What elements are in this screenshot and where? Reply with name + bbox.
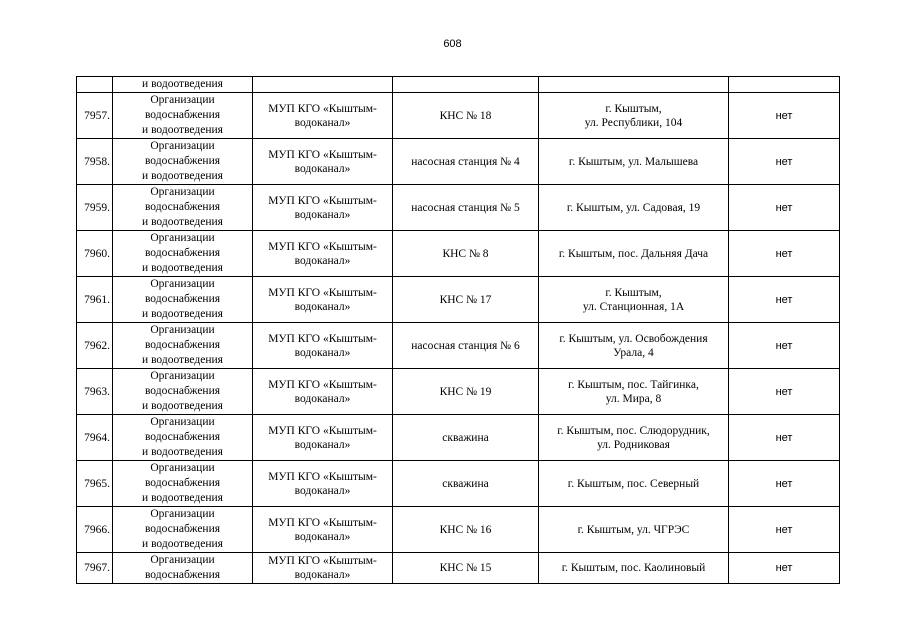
table-row <box>77 185 840 231</box>
cell-flag: нет <box>729 139 840 185</box>
table-row <box>77 553 840 584</box>
cell-flag: нет <box>729 369 840 415</box>
organization-line: водоканал» <box>294 208 351 221</box>
type-line: Организации <box>150 278 215 290</box>
table-row <box>77 461 840 507</box>
address-line: г. Кыштым, ул. Садовая, 19 <box>566 201 701 214</box>
organization-line: МУП КГО «Кыштым- <box>268 194 377 207</box>
type-line: водоснабжения <box>144 431 221 443</box>
table-row <box>77 323 840 369</box>
cell-flag: нет <box>729 93 840 139</box>
cell-type <box>113 461 253 507</box>
cell-flag: нет <box>729 507 840 553</box>
cell-object: насосная станция № 6 <box>393 323 539 369</box>
address-line: г. Кыштым, пос. Дальняя Дача <box>558 247 709 260</box>
cell-number: 7963. <box>77 369 113 415</box>
cell-address <box>539 323 729 369</box>
type-line: водоснабжения <box>144 201 221 213</box>
organization-line: МУП КГО «Кыштым- <box>268 286 377 299</box>
organization-line: водоканал» <box>294 569 351 581</box>
cell-object: насосная станция № 5 <box>393 185 539 231</box>
table-body <box>77 77 840 584</box>
address-line: г. Кыштым, ул. Малышева <box>568 155 699 168</box>
cell-number <box>77 77 113 93</box>
type-line: Организации <box>150 462 215 474</box>
cell-flag: нет <box>729 461 840 507</box>
table-row <box>77 277 840 323</box>
type-line: водоснабжения <box>144 247 221 259</box>
cell-type <box>113 185 253 231</box>
organization-line: водоканал» <box>294 484 351 497</box>
type-line: Организации <box>150 186 215 198</box>
organization-line: водоканал» <box>294 300 351 313</box>
address-line: г. Кыштым, пос. Слюдорудник, <box>557 424 710 437</box>
organization-line: МУП КГО «Кыштым- <box>268 555 377 567</box>
cell-number: 7962. <box>77 323 113 369</box>
cell-type <box>113 369 253 415</box>
registry-table <box>76 76 840 584</box>
cell-number: 7958. <box>77 139 113 185</box>
cell-object: КНС № 17 <box>393 277 539 323</box>
cell-flag: нет <box>729 553 840 584</box>
type-line: и водоотведения <box>142 354 223 366</box>
cell-object: скважина <box>393 461 539 507</box>
cell-type <box>113 415 253 461</box>
type-line: Организации <box>150 508 215 520</box>
table-row <box>77 507 840 553</box>
cell-organization <box>253 277 393 323</box>
type-line: Организации <box>150 232 215 244</box>
cell-address <box>539 461 729 507</box>
organization-line: водоканал» <box>294 438 351 451</box>
cell-address <box>539 277 729 323</box>
organization-line: МУП КГО «Кыштым- <box>268 332 377 345</box>
address-line: г. Кыштым, ул. ЧГРЭС <box>577 523 690 536</box>
type-line: и водоотведения <box>142 216 223 228</box>
cell-address <box>539 369 729 415</box>
table-row <box>77 369 840 415</box>
table-row <box>77 415 840 461</box>
cell-type <box>113 553 253 584</box>
type-line: и водоотведения <box>142 538 223 550</box>
cell-number: 7964. <box>77 415 113 461</box>
cell-type <box>113 323 253 369</box>
type-line: и водоотведения <box>142 492 223 504</box>
type-line: и водоотведения <box>142 262 223 274</box>
organization-line: водоканал» <box>294 346 351 359</box>
type-line: Организации <box>150 370 215 382</box>
type-line: водоснабжения <box>144 109 221 121</box>
cell-object: насосная станция № 4 <box>393 139 539 185</box>
type-line: Организации <box>150 94 215 106</box>
table-row <box>77 139 840 185</box>
cell-object <box>393 77 539 93</box>
cell-flag: нет <box>729 277 840 323</box>
cell-number: 7961. <box>77 277 113 323</box>
address-line: ул. Станционная, 1А <box>582 300 685 313</box>
type-line: Организации <box>150 554 215 566</box>
address-line: г. Кыштым, пос. Каолиновый <box>561 562 706 574</box>
type-line: водоснабжения <box>144 523 221 535</box>
organization-line: МУП КГО «Кыштым- <box>268 516 377 529</box>
address-line: ул. Мира, 8 <box>605 392 662 405</box>
cell-type <box>113 93 253 139</box>
cell-flag: нет <box>729 415 840 461</box>
address-line: г. Кыштым, ул. Освобождения <box>559 332 708 345</box>
organization-line: МУП КГО «Кыштым- <box>268 424 377 437</box>
cell-object: КНС № 19 <box>393 369 539 415</box>
cell-number: 7957. <box>77 93 113 139</box>
cell-object: скважина <box>393 415 539 461</box>
cell-organization <box>253 231 393 277</box>
cell-type <box>113 277 253 323</box>
organization-line: водоканал» <box>294 116 351 129</box>
cell-type <box>113 139 253 185</box>
cell-number: 7959. <box>77 185 113 231</box>
cell-flag: нет <box>729 231 840 277</box>
address-line: г. Кыштым, <box>605 102 662 115</box>
cell-flag: нет <box>729 185 840 231</box>
cell-organization <box>253 415 393 461</box>
cell-organization <box>253 77 393 93</box>
type-line: и водоотведения <box>142 170 223 182</box>
cell-object: КНС № 8 <box>393 231 539 277</box>
cell-address <box>539 553 729 584</box>
cell-organization <box>253 461 393 507</box>
cell-address <box>539 93 729 139</box>
type-line: водоснабжения <box>144 477 221 489</box>
cell-type <box>113 231 253 277</box>
table-row <box>77 93 840 139</box>
cell-address <box>539 415 729 461</box>
type-line: водоснабжения <box>144 339 221 351</box>
address-line: г. Кыштым, пос. Северный <box>567 477 700 490</box>
cell-organization <box>253 507 393 553</box>
cell-type: и водоотведения <box>113 77 253 93</box>
cell-organization <box>253 323 393 369</box>
type-line: и водоотведения <box>142 308 223 320</box>
type-line: водоснабжения <box>144 569 221 581</box>
cell-object: КНС № 15 <box>393 553 539 584</box>
cell-flag <box>729 77 840 93</box>
type-line: водоснабжения <box>144 155 221 167</box>
table-row-continuation <box>77 77 840 93</box>
cell-number: 7966. <box>77 507 113 553</box>
organization-line: МУП КГО «Кыштым- <box>268 240 377 253</box>
cell-number: 7965. <box>77 461 113 507</box>
organization-line: водоканал» <box>294 392 351 405</box>
cell-organization <box>253 553 393 584</box>
type-line: водоснабжения <box>144 293 221 305</box>
cell-organization <box>253 139 393 185</box>
cell-organization <box>253 185 393 231</box>
cell-number: 7967. <box>77 553 113 584</box>
organization-line: МУП КГО «Кыштым- <box>268 102 377 115</box>
type-line: и водоотведения <box>142 124 223 136</box>
type-line: водоснабжения <box>144 385 221 397</box>
cell-object: КНС № 16 <box>393 507 539 553</box>
address-line: ул. Республики, 104 <box>584 116 683 129</box>
type-line: и водоотведения <box>142 400 223 412</box>
cell-address <box>539 231 729 277</box>
cell-object: КНС № 18 <box>393 93 539 139</box>
type-line: Организации <box>150 324 215 336</box>
address-line: ул. Родниковая <box>597 438 670 451</box>
organization-line: водоканал» <box>294 254 351 267</box>
cell-organization <box>253 369 393 415</box>
table-row <box>77 231 840 277</box>
cell-organization <box>253 93 393 139</box>
type-line: Организации <box>150 416 215 428</box>
cell-address <box>539 185 729 231</box>
organization-line: МУП КГО «Кыштым- <box>268 378 377 391</box>
cell-type <box>113 507 253 553</box>
cell-address <box>539 507 729 553</box>
organization-line: МУП КГО «Кыштым- <box>268 470 377 483</box>
cell-address <box>539 77 729 93</box>
organization-line: водоканал» <box>294 162 351 175</box>
address-line: г. Кыштым, <box>605 286 662 299</box>
organization-line: МУП КГО «Кыштым- <box>268 148 377 161</box>
cell-flag: нет <box>729 323 840 369</box>
type-line: и водоотведения <box>142 446 223 458</box>
cell-address <box>539 139 729 185</box>
cell-number: 7960. <box>77 231 113 277</box>
organization-line: водоканал» <box>294 530 351 543</box>
address-line: Урала, 4 <box>613 346 654 359</box>
type-line: Организации <box>150 140 215 152</box>
address-line: г. Кыштым, пос. Тайгинка, <box>568 378 699 391</box>
page-number: 608 <box>443 38 462 50</box>
